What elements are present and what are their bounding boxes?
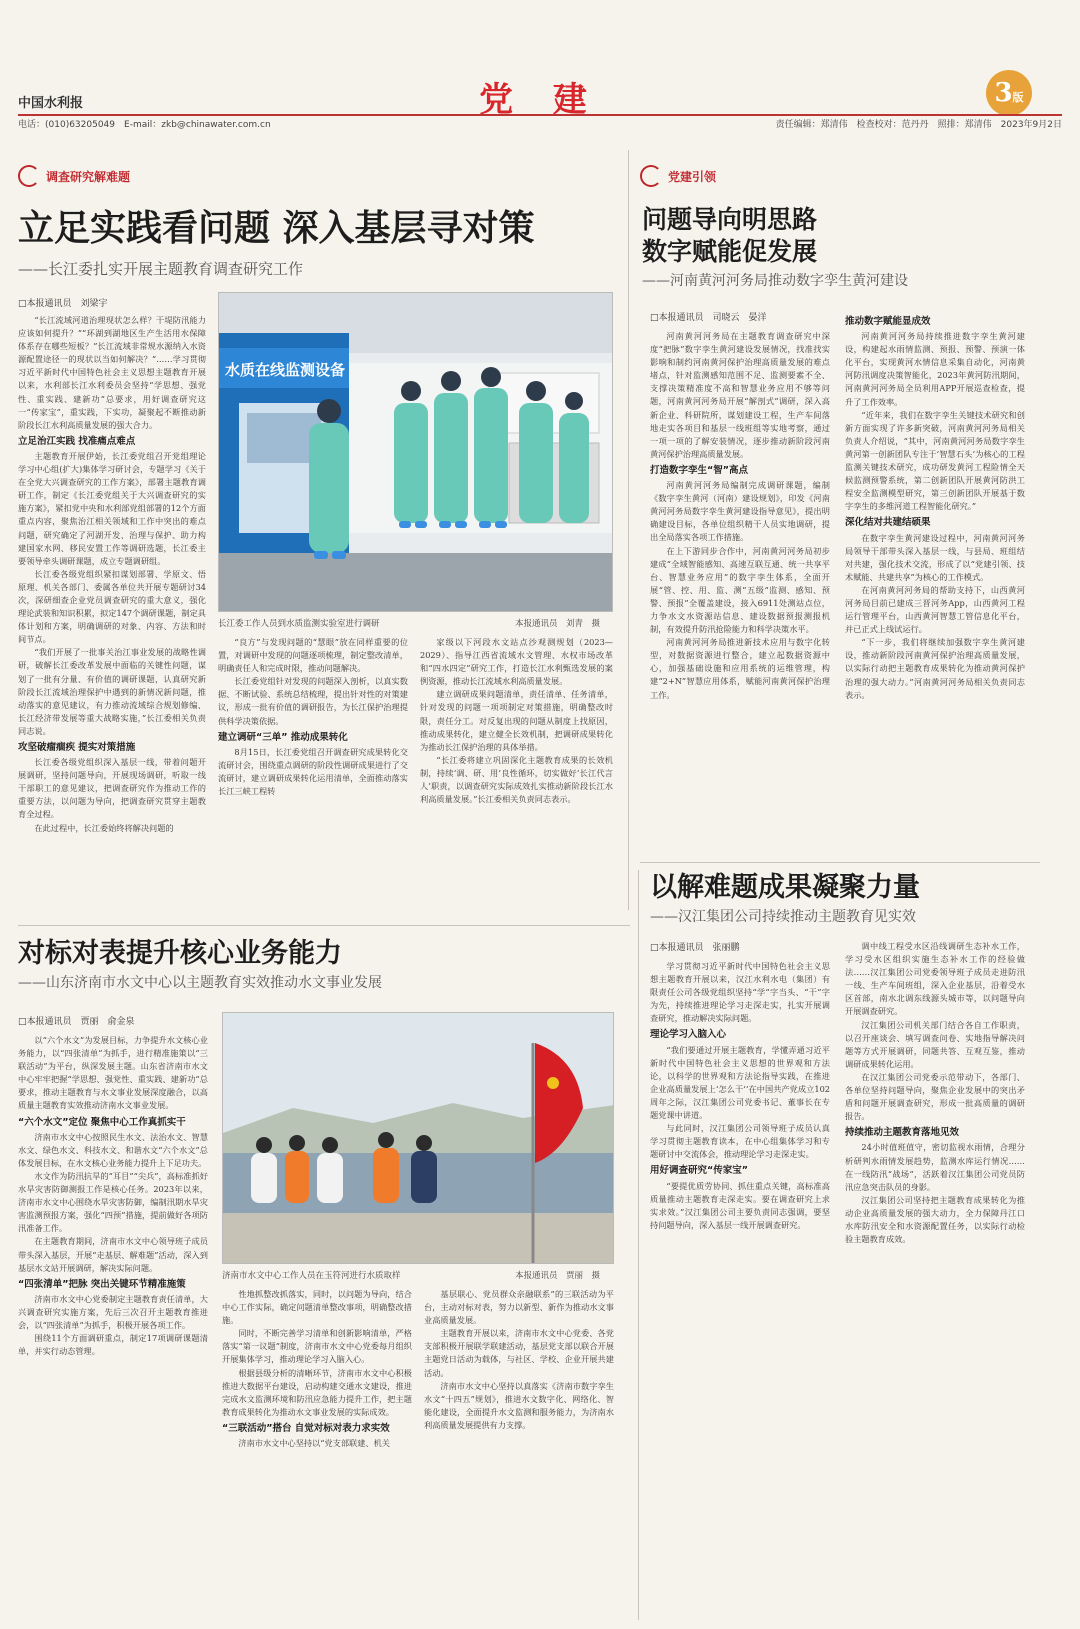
column-divider: [628, 150, 629, 910]
article4-paragraph: 济南市水文中心按照民生水文、法治水文、智慧水文、绿色水文、科技水文、和谐水文“六个水文”总体发展目标，在水文核心业务能力提升上下足功夫。: [18, 1131, 208, 1168]
article2-column-1: [650, 330, 830, 850]
article1-photo: [218, 292, 613, 612]
article1-intro: “长江流域河道治理现状怎么样？干堤防汛能力应该如何提升？”“环湖到湖地区生产生活用水保障体系存在哪些短板？”长江流域非常规水源纳入水资源配置途径一的现状以当如何解决？”……学习贯彻习近平新时代中国特色社会主义思想主题教育开展以来，水利部长江水利委员会坚持“学思想、强党性、重实践、建新功”总要求，用好调查研究这一“传家宝”，重实践，下实功，凝聚起不断推动新阶段长江水利高质量发展的强大合力。: [18, 315, 206, 430]
page-suffix: 版: [1012, 91, 1024, 104]
article2-subtitle: ——河南黄河河务局推动数字孪生黄河建设: [642, 273, 908, 289]
article3-heading-3: 持续推动主题教育落地见效: [845, 1127, 960, 1139]
article4-paragraph: 基层联心、党员群众亲融联系”的三联活动为平台，主动对标对表，努力以新型、新作为推动水文事业高质量发展。: [424, 1289, 614, 1326]
article4-column-1: [18, 1034, 208, 1624]
article2-paragraph: “近年来，我们在数字孪生关键技术研究和创新方面实现了许多新突破，河南黄河河务局相关负责人介绍说，“其中，河南黄河河务局数字孪生黄河第一创新团队专注于‘智慧石头’为核心的工程监测关键技术研究，成功研发黄河工程险情全天候监测预警系统，第二创新团队开展黄河防洪工程安全监测模型研究，第三创新团队开展基于数字孪生的多维河道工程智能化研究。”: [845, 409, 1025, 512]
article3-paragraph: “要提优质劳协同、抓住重点关键，高标准高质量推动主题教育走深走实。要在调查研究上求实求效。”汉江集团公司主要负责同志强调，要坚持问题导向，深入基层一线开展调查研究。: [650, 1180, 830, 1230]
article1-heading-1: 立足治江实践 找准痛点难点: [18, 435, 136, 447]
article4-paragraph: 在主题教育期间，济南市水文中心领导班子成员带头深入基层，开展“走基层、解难题”活动，深入到基层水文站开展调研，解决实际问题。: [18, 1236, 208, 1273]
article2-column-2: [845, 312, 1025, 850]
article4-byline: □本报通讯员 贾丽 俞金泉: [18, 1017, 135, 1027]
article2-heading-2: 推动数字赋能显成效: [845, 316, 931, 327]
article3-paragraph: 调中线工程受水区沿线调研生态补水工作，学习受水区组织实施生态补水工作的经验做法……汉江集团公司党委领导班子成员走进防汛一线、生产车间班组，深入企业基层，沿着受水区首部，南水北调东线源头城市等，以问题导向开展调查研究。: [845, 941, 1025, 1017]
article3-headline: 以解难题成果凝聚力量: [650, 872, 920, 903]
article1-paragraph: 长江委各级党组织紧扣谋划部署、学原文、悟原理、机关各部门、委属各单位共开展专题研讨34次，深研细查企业党员调查研究的重大意义，强化理论武装和知识积累，拟定147个调研课题，制定具体计划和方案，明确调研的对象、内容、方法和时间节点。: [18, 568, 206, 645]
article4-column-3: [424, 1288, 614, 1623]
section-title: 党 建: [479, 80, 601, 120]
article4-paragraph: 性地抓整改抓落实，同时，以问题为导向，结合中心工作实际，确定问题清单整改事项，明确整改措施。: [222, 1289, 412, 1326]
article1-paragraph: 主题教育开展伊始，长江委党组召开党组理论学习中心组(扩大)集体学习研讨会，专题学习《关于在全党大兴调查研究的工作方案》，部署主题教育调研工作，制定《长江委党组关于大兴调查研究的实施方案》，紧扣党中央和水利部党组部署的12个方面重点内容，聚焦治江相关领域和工作中突出的难点问题，研究确定了河湖开发、治理与保护、助力构建国家水网、移民安置工作等调研选题，长江委主要领导牵头调研课题，成立专题调研组。: [18, 450, 206, 566]
article1-heading-3: 建立调研“三单” 推动成果转化: [218, 731, 348, 743]
section-tag-research: [18, 165, 130, 187]
article2-paragraph: 在上下游同步合作中，河南黄河河务局初步建成“全域智能感知、高速互联互通、统一共享平台、智慧业务应用”的数字孪生体系，全面开展“管、控、用、监、测”五级“监测、感知、预警、预报”全覆盖建设，接入6911处测站点位，力争水文水资源站信息、建设数据预报测报机制，有效提升防汛抢险能力和科学决策水平。: [650, 545, 830, 635]
article2-heading-3: 深化结对共建结硕果: [845, 517, 931, 529]
article4-paragraph: 主题教育开展以来，济南市水文中心党委、各党支部积极开展联学联建活动，基层党支部以联合开展主题党日活动为载体，与社区、学校、企业开展共建活动。: [424, 1328, 614, 1378]
article3-paragraph: 在汉江集团公司党委示范带动下，各部门、各单位坚持问题导向，聚焦企业发展中的突出矛盾和问题开展调查研究，形成一批高质量的调研报告。: [845, 1071, 1025, 1122]
article2-intro: 河南黄河河务局在主题教育调查研究中深度“把脉”数字孪生黄河建设发展情况，找准找实影响和制约河南黄河保护治理高质量发展的难点堵点，针对监测感知范围不足、监测要素不全、支撑决策精准度不高和智慧业务应用不够等问题，河南黄河河务局开展“解剖式”调研，深入高新企业、科研院所，谋划建设工程，生产车间落地走实各项目和基层一线班组等实地考察，通过一项一项的了解安装情况，逐步推动新阶段河南黄河保护治理高质量发展。: [650, 331, 830, 459]
photo-banner-text: 水质在线监测设备: [225, 361, 346, 379]
article4-paragraph: 济南市水文中心党委制定主题教育责任清单，大兴调查研究实施方案，先后三次召开主题教育推进会，以“四张清单”为抓手，积极开展各项工作。: [18, 1293, 208, 1330]
article1-photo-caption: 长江委工作人员到水质监测实验室进行调研: [218, 619, 380, 629]
column-divider: [638, 870, 639, 1620]
article3-paragraph: 汉江集团公司坚持把主题教育成果转化为推动企业高质量发展的强大动力，全力保障丹江口水库防汛安全和水资源配置任务，以实际行动检验主题教育成效。: [845, 1194, 1025, 1245]
article1-paragraph: 家级以下河段水文站点沙观测规划（2023—2029）、指导江西省流域水文管理、水权市场改革和“四水四定”研究工作，打造长江水利甄选发展的案例资源，推动长江流域水利高质量发展。: [420, 637, 613, 687]
article4-intro: 以“六个水文”为发展目标，力争提升水文核心业务能力，以“四张清单”为抓手，进行精准施策以“三联活动”为平台，纵深发展主题。山东省济南市水文中心牢牢把握“学思想、强党性、重实践、建新功”总要求，推动主题教育与水文事业发展深度融合，以高质量主题教育实效推动济南水文事业发展。: [18, 1035, 208, 1111]
section-tag-label: 党建引领: [668, 169, 717, 184]
article2-byline: □本报通讯员 司晓云 晏洋: [650, 313, 767, 323]
article4-paragraph: 围绕11个方面调研重点，制定17项调研课题清单，并实行动态管理。: [18, 1333, 208, 1357]
article1-paragraph: “我们开展了一批事关治江事业发展的战略性调研，破解长江委改革发展中面临的关键性问题，谋划了一批有分量、有价值的调研课题，认真研究新阶段长江流域治理保护中遇到的新情况新问题，推动落实的意见建议，有力推动流域综合规划修编、长江经济带发展等重大战略实施，”长江委相关负责同志说。: [18, 647, 206, 736]
article1-photo-credit: 本报通讯员 刘青 摄: [515, 619, 601, 629]
article2-headline-line2: 数字赋能促发展: [642, 237, 818, 266]
article1-column-2: [218, 636, 408, 906]
editor-credits: 责任编辑：郑清伟 检查校对：范丹丹 照排：郑清伟 2023年9月2日: [775, 120, 1062, 130]
article2-paragraph: 河南黄河河务局推进新技术应用与数字化转型，对数据资源进行整合，建立起数据资源中心，加强基础设施和应用系统的运维管理，构建“2+N”智慧应用体系，赋能河南黄河保护治理工作。: [650, 637, 830, 700]
article2-paragraph: 在河南黄河河务局的帮助支持下，山西黄河河务局目前已建成三晋河务App，山西黄河工程运行管理平台，山西黄河智慧工管信息化平台，并已正式上线试运行。: [845, 584, 1025, 635]
article4-heading-3: “三联活动”搭台 自觉对标对表力求实效: [222, 1422, 390, 1434]
article4-heading-1: “六个水文”定位 聚焦中心工作真抓实干: [18, 1116, 186, 1128]
article2-paragraph: 河南黄河河务局持续推进数字孪生黄河建设，构建起水雨情监测、预报、预警、预演一体化平台，实现黄河水情信息采集自动化，河南黄河防汛调度决策智能化，2023年黄河防汛期间，河南黄河河务局全员利用APP开展巡查检查，提升了工作效率。: [845, 331, 1025, 407]
article2-paragraph: 河南黄河河务局编制完成调研课题，编制《数字孪生黄河（河南）建设规划》，印发《河南黄河河务局数字孪生黄河建设指导意见》，提出明确建设目标，各单位组织精干人员实地调研，提出全局落实各项工作措施。: [650, 480, 830, 543]
article2-paragraph: 在数字孪生黄河建设过程中，河南黄河河务局领导干部带头深入基层一线，与县局、班组结对共建，强化技术交流，形成了以“党建引领、技术赋能、共建共享”为核心的工作模式。: [845, 532, 1025, 582]
article4-photo: [222, 1012, 614, 1264]
article1-paragraph: 长江委党组针对发现的问题深入剖析，以真实数据、不断试验、系统总结梳理，提出针对性的对策建议，形成一批有价值的调研报告，为长江保护治理提供科学决策依据。: [218, 676, 408, 726]
article1-column-1: [18, 314, 206, 904]
article3-paragraph: 汉江集团公司机关部门结合各自工作职责，以召开座谈会、填写调查问卷、实地指导解决问题等方式开展调研，同题共答、互观互鉴，推动调研成果转化运用。: [845, 1019, 1025, 1069]
article4-photo-credit: 本报通讯员 贾丽 摄: [515, 1271, 601, 1281]
article3-paragraph: 24小时值班值守，密切监视水雨情，合理分析研判水雨情发展趋势，监测水库运行情况……在一线防汛“战场”，活跃着汉江集团公司党员防汛应急突击队员的身影。: [845, 1142, 1025, 1192]
article4-column-2: [222, 1288, 412, 1623]
water-sampling-illustration: [223, 1013, 614, 1264]
article4-paragraph: 济南市水文中心坚持以真落实《济南市数字孪生水文“十四五”规划》，推进水文数字化、网络化、智能化建设，全面提升水文监测和服务能力，为济南水利高质量发展提供有力支撑。: [424, 1380, 614, 1430]
page-number: 3: [994, 78, 1013, 108]
section-tag-label: 调查研究解难题: [46, 169, 131, 184]
article1-column-3: [420, 636, 613, 906]
article1-subtitle: ——长江委扎实开展主题教育调查研究工作: [18, 260, 304, 278]
article1-byline: □本报通讯员 刘梁宇: [18, 299, 108, 309]
article4-subtitle: ——山东济南市水文中心以主题教育实效推动水文事业发展: [18, 975, 382, 991]
article1-paragraph: 建立调研成果问题清单，责任清单、任务清单，针对发现的问题一项项制定对策措施，明确整改时限，责任分工。对反复出现的问题从制度上找原因，推动成果转化，建立健全长效机制，把调研成果转化为推动长江保护治理的具体举措。: [420, 689, 613, 752]
article4-paragraph: 济南市水文中心坚持以“党支部联建、机关: [238, 1438, 390, 1449]
article3-heading-1: 理论学习入脑入心: [650, 1029, 727, 1041]
article1-paragraph: 8月15日，长江委党组召开调查研究成果转化交流研讨会，围绕重点调研的阶段性调研成果进行了交流研讨，建立调研成果转化运用清单，全面推动落实长江三峡工程转: [218, 746, 408, 797]
lab-visit-illustration: [219, 293, 613, 612]
article3-column-1: [650, 960, 830, 1620]
article4-paragraph: 根据县级分析的清晰环节，济南市水文中心积极推进大数据平台建设，启动构建交通水文建设，推进完成水文监测环境和防汛应急能力提升工作，把主题教育成果转化为推动水文事业发展的实际成效。: [222, 1367, 412, 1417]
masthead: [18, 0, 1062, 135]
article-divider: [18, 925, 630, 926]
article3-column-2: [845, 940, 1025, 1620]
newspaper-name: 中国水利报: [18, 96, 84, 111]
article1-paragraph: “长江委将建立巩固深化主题教育成果的长效机制，持续‘调、研、用’良性循环，切实做好‘长江代言人’职责，以调查研究实际成效扎实推动新阶段长江水利高质量发展。”长江委相关负责同志表示。: [420, 754, 613, 805]
contact-info: 电话：(010)63205049 E-mail：zkb@chinawater.com.cn: [18, 120, 271, 130]
tag-ring-icon: [18, 165, 40, 187]
article4-paragraph: 同时，不断完善学习清单和创新影响清单，严格落实“第一议题”制度，济南市水文中心党委每月组织开展集体学习，推动理论学习入脑入心。: [222, 1328, 412, 1365]
article1-paragraph: 在此过程中，长江委始终将解决问题的: [34, 822, 174, 833]
article3-subtitle: ——汉江集团公司持续推动主题教育见实效: [650, 909, 916, 925]
article3-paragraph: 与此同时，汉江集团公司领导班子成员认真学习贯彻主题教育读本，在中心组集体学习和专题研讨中交流体会，推动理论学习走深走实。: [650, 1123, 830, 1160]
article1-headline: 立足实践看问题 深入基层寻对策: [18, 207, 535, 249]
article4-heading-2: “四张清单”把脉 突出关键环节精准施策: [18, 1278, 186, 1290]
header-rule: [18, 114, 1062, 116]
article3-intro: 学习贯彻习近平新时代中国特色社会主义思想主题教育开展以来，汉江水利水电（集团）有限责任公司各级党组织坚持“学”字当头、“干”字为先，持续推进理论学习走深走实，扎实开展调查研究，推动解决实际问题。: [650, 961, 830, 1024]
article1-heading-2: 攻坚破瘤痼疾 提实对策措施: [18, 742, 136, 753]
article4-headline: 对标对表提升核心业务能力: [18, 938, 342, 969]
article2-heading-1: 打造数字孪生“智”高点: [650, 464, 748, 476]
section-tag-party: [640, 165, 716, 187]
article-divider: [640, 862, 1040, 863]
article2-headline-line1: 问题导向明思路: [642, 205, 818, 234]
article3-paragraph: “我们要通过开展主题教育，学懂弄通习近平新时代中国特色社会主义思想的世界观和方法论，以科学的世界观和方法论指导实践，在推进企业高质量发展上‘怎么干’‘在中国共产党成立102周年之际，汉江集团公司党委书记、董事长在专题党课中讲道。: [650, 1044, 830, 1121]
article4-photo-caption: 济南市水文中心工作人员在玉符河进行水质取样: [222, 1271, 401, 1281]
article4-paragraph: 水文作为防汛抗旱的“耳目”“尖兵”，高标准抓好水旱灾害防御测报工作是核心任务。2023年以来，济南市水文中心围绕水旱灾害防御，编制汛期水旱灾害监测预报方案，强化“四预”措施，提前做好各项防汛准备工作。: [18, 1170, 208, 1234]
article2-paragraph: “下一步，我们将继续加强数字孪生黄河建设，推动新阶段河南黄河保护治理高质量发展，以实际行动把主题教育成果转化为推动黄河保护治理的强大动力。”河南黄河河务局相关负责同志表示。: [845, 637, 1025, 700]
tag-ring-icon: [640, 165, 662, 187]
article3-heading-2: 用好调查研究“传家宝”: [650, 1165, 748, 1177]
article3-byline: □本报通讯员 张丽鹏: [650, 943, 740, 953]
page-number-badge: [986, 70, 1032, 116]
article1-paragraph: “良方”与发现问题的“慧眼”放在同样重要的位置，对调研中发现的问题逐项梳理，制定整改清单，明确责任人和完成时限，推动问题解决。: [218, 637, 408, 674]
article1-paragraph: 长江委各级党组织深入基层一线，带着问题开展调研，坚持问题导向，开展现场调研，听取一线干部职工的意见建议，把调查研究作为推动工作的重要方法，以问题为导向，把调查研究贯穿主题教育全过程。: [18, 757, 206, 820]
